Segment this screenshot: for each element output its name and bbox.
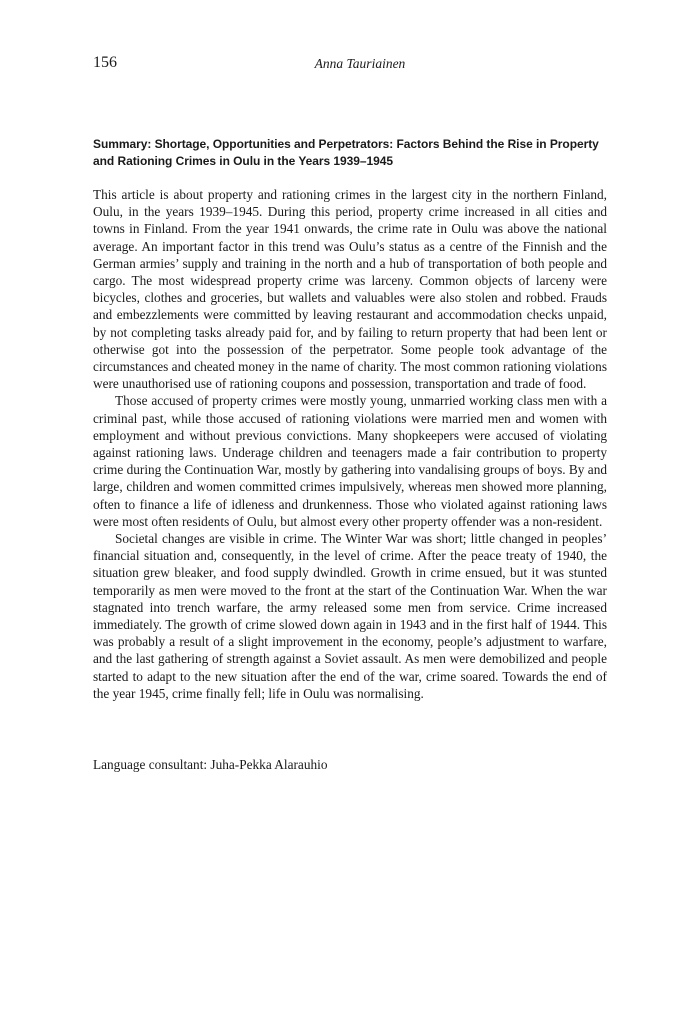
summary-paragraph: This article is about property and rationing crimes in the largest city in the northern Finland, Oulu, in the years 1939–1945. During this period, property crime increased in all cities and towns in Finland. From the year 1941 onwards, the crime rate in Oulu was above the national average. An important factor in this trend was Oulu’s status as a centre of the Finnish and the German armies’ supply and training in the north and a hub of transportation of both people and cargo. The most widespread property crime was larceny. Common objects of larceny were bicycles, clothes and groceries, but wallets and valuables were also stolen and robbed. Frauds and embezzlements were committed by leaving restaurant and accommodation checks unpaid, by not completing tasks already paid for, and by failing to return property that had been lent or otherwise got into the possession of the perpetrator. Some people took advantage of the circumstances and cheated money in the name of charity. The most common rationing violations were unauthorised use of rationing coupons and possession, transportation and trade of food. — [93, 187, 607, 392]
summary-title: Summary: Shortage, Opportunities and Perpetrators: Factors Behind the Rise in Property and Rationing Crimes in Oulu in the Years 1939–1945 — [93, 137, 599, 168]
language-consultant-note: Language consultant: Juha-Pekka Alarauhio — [93, 757, 328, 772]
summary-body — [93, 186, 607, 702]
running-header — [93, 53, 607, 75]
summary-paragraph: Those accused of property crimes were mostly young, unmarried working class men with a criminal past, while those accused of rationing violations were married men and women with employment and without previous convictions. Many shopkeepers were accused of violating against rationing laws. Underage children and teenagers made a fair contribution to property crime during the Continuation War, mostly by gathering into vandalising groups of boys. By and large, children and women committed crimes impulsively, whereas men showed more planning, often to finance a life of idleness and drunkenness. Those who violated against rationing laws were most often residents of Oulu, but almost every other property offender was a non-resident. — [93, 393, 607, 529]
running-head-author: Anna Tauriainen — [314, 56, 406, 71]
summary-paragraph: Societal changes are visible in crime. The Winter War was short; little changed in peoples’ financial situation and, consequently, in the level of crime. After the peace treaty of 1940, the situation grew bleaker, and food supply dwindled. Growth in crime ensued, but it was stunted temporarily as men were moved to the front at the start of the Continuation War. When the war stagnated into trench warfare, the army released some men from service. Crime increased immediately. The growth of crime slowed down again in 1943 and in the first half of 1944. This was probably a result of a slight improvement in the economy, people’s adjustment to warfare, and the last gathering of strength against a Soviet assault. As men were demobilized and people started to adapt to the new situation after the end of the war, crime soared. Towards the end of the year 1945, crime finally fell; life in Oulu was normalising. — [93, 531, 607, 701]
page-number: 156 — [93, 54, 117, 71]
